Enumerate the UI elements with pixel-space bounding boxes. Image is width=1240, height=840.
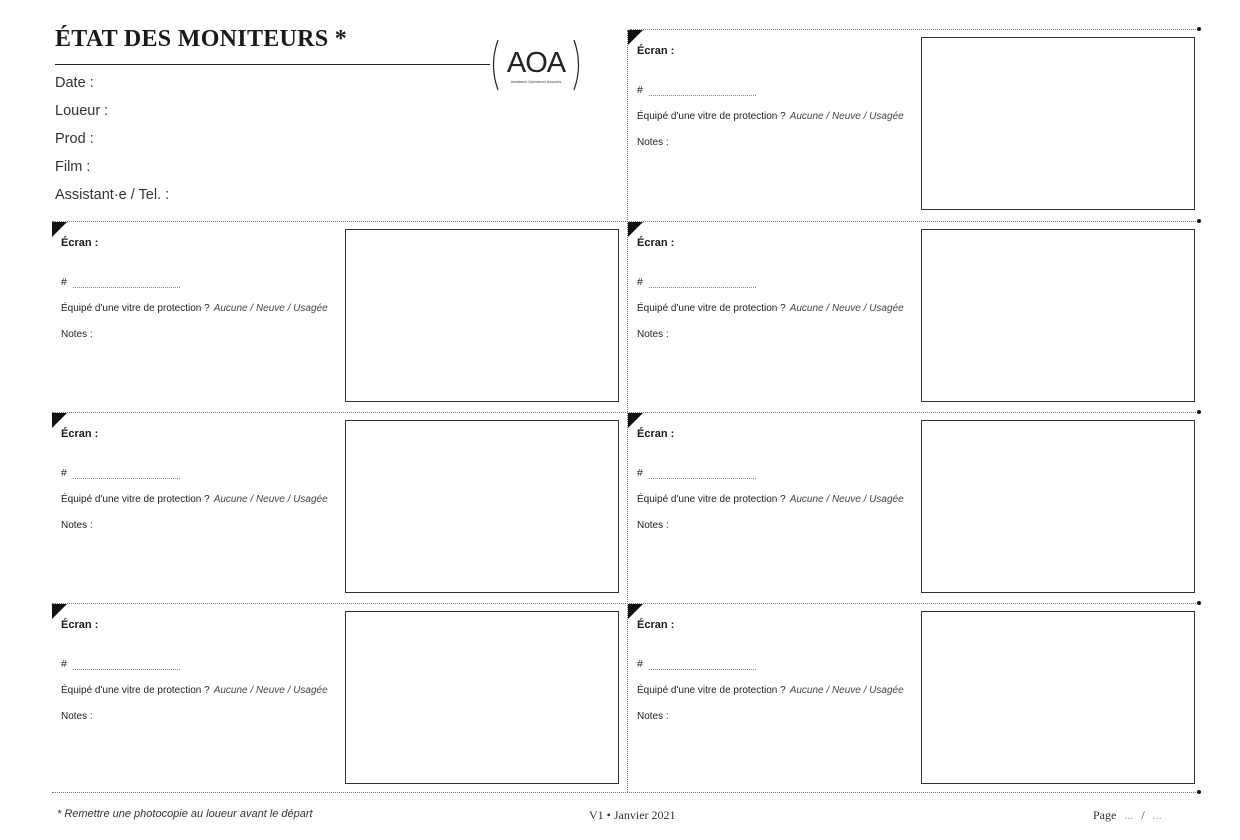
protection-question-text: Équipé d'une vitre de protection ?: [637, 494, 786, 505]
serial-label: #: [61, 276, 67, 288]
protection-question: [61, 303, 328, 314]
field-film: Film :: [55, 159, 91, 175]
screen-label: Écran :: [61, 237, 99, 249]
screen-label: Écran :: [637, 45, 675, 57]
page-title: ÉTAT DES MONITEURS *: [55, 26, 348, 52]
serial-label: #: [61, 658, 67, 670]
screen-label: Écran :: [637, 619, 675, 631]
protection-options: Aucune / Neuve / Usagée: [789, 111, 904, 122]
protection-options: Aucune / Neuve / Usagée: [789, 494, 904, 505]
monitor-photo-box: [345, 229, 619, 402]
protection-question-text: Équipé d'une vitre de protection ?: [61, 685, 210, 696]
protection-options: Aucune / Neuve / Usagée: [789, 303, 904, 314]
field-prod: Prod :: [55, 131, 94, 147]
footer-note: * Remettre une photocopie au loueur avant le départ: [57, 808, 313, 820]
divider-end-dot: [1197, 790, 1201, 794]
serial-line: [73, 669, 180, 670]
protection-question-text: Équipé d'une vitre de protection ?: [61, 303, 210, 314]
serial-label: #: [637, 276, 643, 288]
serial-line: [73, 287, 180, 288]
notes-label: Notes :: [637, 329, 669, 340]
monitor-card: [628, 413, 1198, 599]
notes-label: Notes :: [61, 711, 93, 722]
card-corner-mark: [628, 413, 643, 428]
card-corner-mark: [52, 604, 67, 619]
screen-label: Écran :: [61, 619, 99, 631]
serial-line: [649, 95, 756, 96]
monitor-photo-box: [921, 611, 1195, 784]
monitor-card: [628, 222, 1198, 408]
monitor-card: [52, 413, 622, 599]
svg-text:AOA: AOA: [506, 47, 566, 79]
monitor-card: [628, 604, 1198, 790]
serial-line: [73, 478, 180, 479]
protection-question-text: Équipé d'une vitre de protection ?: [637, 111, 786, 122]
notes-label: Notes :: [61, 329, 93, 340]
title-underline: [55, 64, 490, 65]
protection-question-text: Équipé d'une vitre de protection ?: [637, 303, 786, 314]
protection-question: [637, 111, 904, 122]
card-corner-mark: [52, 413, 67, 428]
page-label: Page: [1093, 808, 1117, 822]
monitor-card: [52, 604, 622, 790]
monitor-card: [628, 30, 1198, 216]
monitor-photo-box: [345, 611, 619, 784]
monitor-photo-box: [921, 229, 1195, 402]
monitor-photo-box: [921, 37, 1195, 210]
field-loueur: Loueur :: [55, 103, 109, 119]
protection-options: Aucune / Neuve / Usagée: [213, 494, 328, 505]
notes-label: Notes :: [637, 520, 669, 531]
field-date: Date :: [55, 75, 94, 91]
protection-question: [637, 494, 904, 505]
svg-text:Assistants Opérateurs Associés: Assistants Opérateurs Associés: [510, 80, 562, 84]
card-corner-mark: [52, 222, 67, 237]
version-label: V1 • Janvier 2021: [589, 808, 676, 822]
page-counter: [1093, 808, 1170, 823]
page-current: ...: [1124, 808, 1134, 822]
screen-label: Écran :: [637, 428, 675, 440]
serial-label: #: [637, 467, 643, 479]
page-separator: /: [1141, 808, 1145, 822]
card-corner-mark: [628, 222, 643, 237]
card-corner-mark: [628, 30, 643, 45]
protection-question: [637, 303, 904, 314]
serial-line: [649, 287, 756, 288]
notes-label: Notes :: [61, 520, 93, 531]
serial-line: [649, 478, 756, 479]
screen-label: Écran :: [61, 428, 99, 440]
protection-question: [61, 685, 328, 696]
protection-question-text: Équipé d'une vitre de protection ?: [61, 494, 210, 505]
screen-label: Écran :: [637, 237, 675, 249]
field-assistant: Assistant·e / Tel. :: [55, 187, 170, 203]
monitor-photo-box: [345, 420, 619, 593]
serial-label: #: [637, 658, 643, 670]
row-divider: [52, 792, 1198, 793]
aoa-logo: [488, 38, 584, 92]
notes-label: Notes :: [637, 711, 669, 722]
protection-options: Aucune / Neuve / Usagée: [213, 685, 328, 696]
monitor-card: [52, 222, 622, 408]
card-corner-mark: [628, 604, 643, 619]
notes-label: Notes :: [637, 137, 669, 148]
serial-label: #: [637, 84, 643, 96]
protection-options: Aucune / Neuve / Usagée: [789, 685, 904, 696]
protection-question: [637, 685, 904, 696]
protection-question-text: Équipé d'une vitre de protection ?: [637, 685, 786, 696]
protection-question: [61, 494, 328, 505]
monitor-photo-box: [921, 420, 1195, 593]
page-total: ...: [1152, 808, 1162, 822]
serial-label: #: [61, 467, 67, 479]
serial-line: [649, 669, 756, 670]
protection-options: Aucune / Neuve / Usagée: [213, 303, 328, 314]
